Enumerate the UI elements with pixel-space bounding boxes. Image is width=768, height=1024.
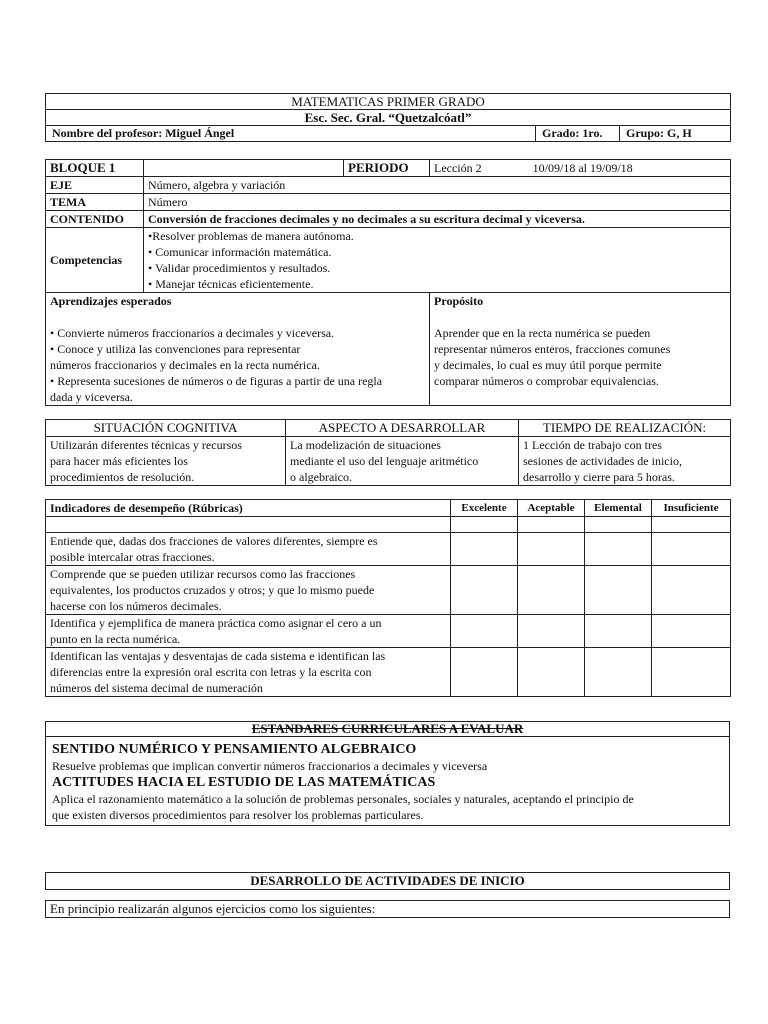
sentido-text: Resuelve problemas que implican convertir números fraccionarios a decimales y viceversa	[52, 759, 488, 773]
contenido-label: CONTENIDO	[46, 211, 144, 228]
aprendizaje-item: • Conoce y utiliza las convenciones para representar	[50, 342, 301, 356]
indicador-line: hacerse con los números decimales.	[50, 599, 222, 613]
elemental-header: Elemental	[585, 500, 652, 517]
rubric-cell[interactable]	[585, 566, 652, 615]
grade: Grado: 1ro.	[536, 126, 620, 142]
desarrollo-intro: En principio realizarán algunos ejercicios como los siguientes:	[46, 901, 730, 918]
competencias-label: Competencias	[46, 228, 144, 293]
estandares-table	[45, 721, 730, 826]
rubric-cell[interactable]	[518, 648, 585, 697]
bloque-blank	[144, 160, 344, 177]
tiempo-text	[519, 437, 731, 486]
header-table	[45, 93, 731, 142]
proposito-line: y decimales, lo cual es muy útil porque permite	[434, 358, 662, 372]
indicador-line: números del sistema decimal de numeración	[50, 681, 263, 695]
indicadores-table	[45, 499, 731, 697]
desarrollo-title-table	[45, 872, 730, 890]
excelente-header: Excelente	[451, 500, 518, 517]
aspecto-line: o algebraico.	[290, 470, 352, 484]
desarrollo-title: DESARROLLO DE ACTIVIDADES DE INICIO	[46, 873, 730, 890]
teacher-name: Nombre del profesor: Miguel Ángel	[46, 126, 536, 142]
tema-value: Número	[144, 194, 731, 211]
rubric-cell[interactable]	[652, 648, 731, 697]
aprendizajes-cell	[46, 293, 430, 406]
periodo-value	[430, 160, 731, 177]
rubric-cell[interactable]	[652, 566, 731, 615]
estandares-title: ESTANDARES CURRICULARES A EVALUAR	[46, 722, 730, 737]
rubric-cell[interactable]	[518, 615, 585, 648]
tiempo-line: 1 Lección de trabajo con tres	[523, 438, 662, 452]
rubric-cell[interactable]	[585, 533, 652, 566]
rubric-cell[interactable]	[585, 615, 652, 648]
indicador-line: Identifican las ventajas y desventajas de cada sistema e identifican las	[50, 649, 386, 663]
aprendizaje-item: números fraccionarios y decimales en la recta numérica.	[50, 358, 320, 372]
estandares-body	[46, 737, 730, 826]
blank-cell	[451, 517, 518, 533]
aspecto-header: ASPECTO A DESARROLLAR	[286, 420, 519, 437]
blank-cell	[652, 517, 731, 533]
rubric-cell[interactable]	[652, 615, 731, 648]
bloque-table	[45, 159, 731, 406]
rubric-cell[interactable]	[518, 533, 585, 566]
rubric-cell[interactable]	[451, 533, 518, 566]
situacion-text	[46, 437, 286, 486]
rubric-cell[interactable]	[652, 533, 731, 566]
fechas: 10/09/18 al 19/09/18	[532, 161, 633, 175]
eje-value: Número, algebra y variación	[144, 177, 731, 194]
blank-cell	[46, 517, 451, 533]
indicador-line: posible intercalar otras fracciones.	[50, 550, 215, 564]
actitudes-text: Aplica el razonamiento matemático a la solución de problemas personales, sociales y naturales, aceptando el principio de	[52, 792, 634, 806]
actitudes-heading: ACTITUDES HACIA EL ESTUDIO DE LAS MATEMÁTICAS	[52, 775, 436, 790]
blank-cell	[585, 517, 652, 533]
tema-label: TEMA	[46, 194, 144, 211]
rubric-cell[interactable]	[451, 566, 518, 615]
leccion: Lección 2	[434, 161, 482, 175]
desarrollo-intro-table	[45, 900, 730, 918]
proposito-label: Propósito	[434, 294, 484, 308]
situacion-header: SITUACIÓN COGNITIVA	[46, 420, 286, 437]
doc-title: MATEMATICAS PRIMER GRADO	[46, 94, 731, 110]
indicador-line: Identifica y ejemplifica de manera práctica como asignar el cero a un	[50, 616, 382, 630]
aspecto-line: mediante el uso del lenguaje aritmético	[290, 454, 479, 468]
periodo-label: PERIODO	[344, 160, 430, 177]
eje-label: EJE	[46, 177, 144, 194]
group: Grupo: G, H	[620, 126, 731, 142]
actitudes-text: que existen diversos procedimientos para resolver los problemas particulares.	[52, 808, 424, 822]
indicador-row	[46, 615, 451, 648]
indicadores-header: Indicadores de desempeño (Rúbricas)	[46, 500, 451, 517]
proposito-line: representar números enteros, fracciones comunes	[434, 342, 671, 356]
indicador-line: diferencias entre la expresión oral escrita con letras y la escrita con	[50, 665, 372, 679]
bloque-label: BLOQUE 1	[46, 160, 144, 177]
indicador-row	[46, 648, 451, 697]
indicador-line: Comprende que se pueden utilizar recursos como las fracciones	[50, 567, 356, 581]
competencias-list	[144, 228, 731, 293]
indicador-row	[46, 566, 451, 615]
rubric-cell[interactable]	[585, 648, 652, 697]
contenido-value: Conversión de fracciones decimales y no decimales a su escritura decimal y viceversa.	[144, 211, 731, 228]
school-name: Esc. Sec. Gral. “Quetzalcóatl”	[46, 110, 731, 126]
rubric-cell[interactable]	[451, 648, 518, 697]
blank-cell	[518, 517, 585, 533]
competencia-item: • Manejar técnicas eficientemente.	[148, 277, 314, 291]
aprendizaje-item: • Convierte números fraccionarios a decimales y viceversa.	[50, 326, 335, 340]
aprendizajes-label: Aprendizajes esperados	[50, 294, 172, 308]
aspecto-text	[286, 437, 519, 486]
proposito-cell	[430, 293, 731, 406]
indicador-line: Entiende que, dadas dos fracciones de valores diferentes, siempre es	[50, 534, 378, 548]
aprendizaje-item: dada y viceversa.	[50, 390, 133, 404]
aprendizaje-item: • Representa sucesiones de números o de figuras a partir de una regla	[50, 374, 383, 388]
competencia-item: • Validar procedimientos y resultados.	[148, 261, 331, 275]
situacion-line: procedimientos de resolución.	[50, 470, 195, 484]
sentido-heading: SENTIDO NUMÉRICO Y PENSAMIENTO ALGEBRAICO	[52, 742, 417, 757]
situacion-line: para hacer más eficientes los	[50, 454, 188, 468]
situacion-line: Utilizarán diferentes técnicas y recursos	[50, 438, 242, 452]
rubric-cell[interactable]	[451, 615, 518, 648]
tiempo-header: TIEMPO DE REALIZACIÓN:	[519, 420, 731, 437]
competencia-item: •Resolver problemas de manera autónoma.	[148, 229, 354, 243]
indicador-line: equivalentes, los productos cruzados y otros; y que lo mismo puede	[50, 583, 375, 597]
indicador-row	[46, 533, 451, 566]
competencia-item: • Comunicar información matemática.	[148, 245, 332, 259]
indicador-line: punto en la recta numérica.	[50, 632, 181, 646]
aspecto-line: La modelización de situaciones	[290, 438, 441, 452]
tiempo-line: desarrollo y cierre para 5 horas.	[523, 470, 675, 484]
tiempo-line: sesiones de actividades de inicio,	[523, 454, 682, 468]
aceptable-header: Aceptable	[518, 500, 585, 517]
rubric-cell[interactable]	[518, 566, 585, 615]
insuficiente-header: Insuficiente	[652, 500, 731, 517]
situacion-table	[45, 419, 731, 486]
proposito-line: Aprender que en la recta numérica se pueden	[434, 326, 651, 340]
proposito-line: comparar números o comprobar equivalencias.	[434, 374, 659, 388]
